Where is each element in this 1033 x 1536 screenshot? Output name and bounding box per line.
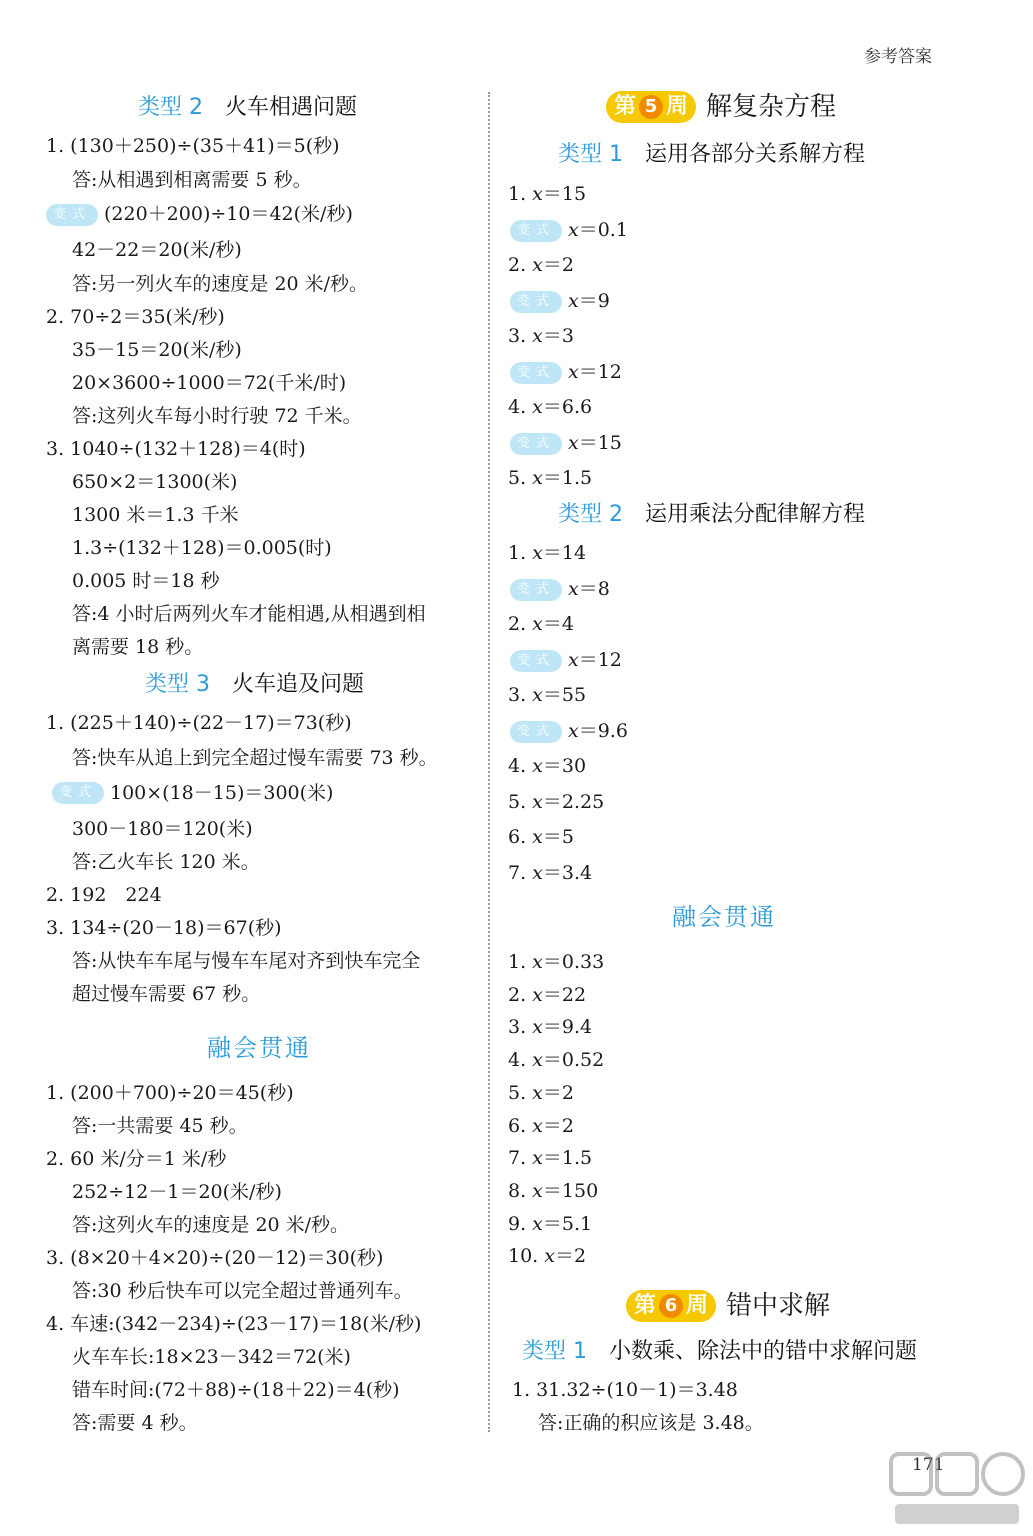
equation-answer [568, 429, 622, 457]
equation-answer [508, 788, 604, 816]
variable-x: x [532, 325, 543, 347]
type2-heading [138, 93, 357, 123]
column-divider [488, 92, 490, 1432]
variable-x: x [532, 613, 543, 635]
item-number: 7. [508, 861, 533, 884]
equation-answer [568, 287, 610, 315]
answer-value: ＝15 [542, 183, 587, 205]
answer-line: 2. 60 米/分＝1 米/秒 [46, 1148, 227, 1170]
variable-x: x [532, 826, 543, 848]
answer-line: 答:这列火车每小时行驶 72 千米。 [72, 405, 362, 427]
type-label: 类型 1 [522, 1339, 587, 1364]
type6-1-heading [522, 1337, 917, 1367]
week-title-text: 解复杂方程 [706, 92, 837, 122]
variable-x: x [532, 951, 543, 973]
type2-heading-right [558, 500, 865, 530]
item-number: 2. [508, 613, 533, 635]
item-number: 4. [508, 396, 533, 418]
variant-badge: 变式 [510, 721, 562, 743]
answer-value: ＝4 [542, 613, 574, 635]
item-number: 3. [508, 1016, 533, 1039]
variable-x: x [532, 1016, 543, 1039]
answer-line: 2. 192 224 [46, 884, 162, 906]
type-label: 类型 1 [558, 142, 623, 167]
answer-line: 35－15＝20(米/秒) [72, 339, 242, 361]
item-number: 6. [508, 1114, 533, 1137]
variant-badge: 变式 [510, 291, 562, 313]
answer-value: ＝5.1 [542, 1212, 593, 1235]
variable-x: x [532, 183, 543, 205]
answer-value: ＝1.5 [542, 467, 593, 489]
variable-x: x [532, 254, 543, 276]
answer-line: 1. (225＋140)÷(22－17)＝73(秒) [46, 712, 352, 734]
variable-x: x [532, 1179, 543, 1202]
week6-title [626, 1289, 830, 1323]
variable-x: x [532, 396, 543, 418]
equation-answer [508, 610, 574, 638]
equation-answer [508, 1046, 604, 1074]
answer-line: 离需要 18 秒。 [72, 636, 204, 658]
week-title-text: 错中求解 [726, 1291, 831, 1321]
variable-x: x [532, 1114, 543, 1137]
equation-answer [508, 1177, 598, 1205]
type-title: 小数乘、除法中的错中求解问题 [609, 1339, 918, 1364]
answer-value: ＝14 [542, 542, 587, 564]
answer-line: 2. 70÷2＝35(米/秒) [46, 306, 225, 328]
equation-answer [508, 1112, 574, 1140]
item-number: 4. [508, 755, 533, 777]
answer-value: ＝2.25 [542, 790, 605, 813]
equation-answer [508, 1210, 592, 1238]
week-badge-zhou: 周 [686, 1293, 709, 1318]
answer-value: ＝12 [578, 360, 622, 383]
variable-x: x [532, 1147, 543, 1170]
type-title: 火车相遇问题 [225, 95, 358, 120]
variable-x: x [532, 861, 543, 884]
answer-line: 答:从快车车尾与慢车车尾对齐到快车完全 [72, 950, 421, 972]
answer-value: ＝9 [578, 289, 610, 312]
type3-heading [145, 670, 364, 700]
answer-line: 答:正确的积应该是 3.48。 [538, 1412, 764, 1434]
answer-value: ＝2 [554, 1245, 587, 1268]
type-title: 运用各部分关系解方程 [645, 142, 866, 167]
answer-value: ＝0.33 [542, 951, 605, 973]
answer-value: ＝8 [578, 577, 610, 600]
item-number: 9. [508, 1212, 533, 1235]
equation-answer [568, 646, 622, 674]
answer-line: 火车车长:18×23－342＝72(米) [72, 1346, 351, 1368]
variable-x: x [532, 684, 543, 706]
answer-line: 错车时间:(72＋88)÷(18＋22)＝4(秒) [72, 1379, 400, 1401]
answer-line: (220＋200)÷10＝42(米/秒) [104, 203, 353, 225]
item-number: 1. [508, 951, 533, 973]
answer-value: ＝2 [542, 1081, 574, 1104]
answer-line: 1. (130＋250)÷(35＋41)＝5(秒) [46, 135, 340, 157]
type-label: 类型 2 [558, 502, 623, 527]
item-number: 1. [508, 542, 533, 564]
header-tag: 参考答案 [864, 47, 932, 67]
answer-value: ＝2 [542, 254, 574, 276]
variant-badge: 变式 [46, 204, 98, 226]
answer-value: ＝5 [542, 826, 574, 848]
equation-answer [508, 981, 586, 1009]
type1-heading [558, 140, 865, 170]
variable-x: x [568, 289, 579, 312]
answer-line: 3. 1040÷(132＋128)＝4(时) [46, 438, 306, 460]
item-number: 3. [508, 325, 533, 347]
variable-x: x [568, 360, 579, 383]
equation-answer [508, 1013, 592, 1041]
item-number: 5. [508, 1081, 533, 1104]
variable-x: x [568, 648, 579, 671]
variable-x: x [544, 1245, 555, 1268]
answer-value: ＝9.4 [542, 1016, 593, 1039]
variable-x: x [532, 1081, 543, 1104]
answer-line: 650×2＝1300(米) [72, 471, 238, 493]
answer-value: ＝150 [542, 1179, 599, 1202]
answer-line: 答:一共需要 45 秒。 [72, 1115, 248, 1137]
variable-x: x [532, 1212, 543, 1235]
answer-line: 答:另一列火车的速度是 20 米/秒。 [72, 273, 369, 295]
equation-answer [508, 823, 574, 851]
answer-value: ＝3 [542, 325, 574, 347]
type-label: 类型 3 [145, 672, 210, 697]
answer-line: 1.3÷(132＋128)＝0.005(时) [72, 537, 332, 559]
equation-answer [508, 180, 586, 208]
answer-line: 答:30 秒后快车可以完全超过普通列车。 [72, 1280, 413, 1302]
variable-x: x [532, 755, 543, 777]
answer-line: 300－180＝120(米) [72, 818, 253, 840]
week5-title [606, 90, 836, 124]
answer-line: 1. (200＋700)÷20＝45(秒) [46, 1082, 294, 1104]
equation-answer [508, 681, 586, 709]
answer-line: 100×(18－15)＝300(米) [110, 782, 334, 804]
equation-answer [508, 948, 604, 976]
answer-value: ＝6.6 [542, 396, 593, 418]
answer-line: 1300 米＝1.3 千米 [72, 504, 239, 526]
week-badge-zhou: 周 [666, 94, 689, 119]
answer-value: ＝2 [542, 1114, 574, 1137]
answer-line: 0.005 时＝18 秒 [72, 570, 220, 592]
equation-answer [508, 752, 586, 780]
answer-value: ＝15 [578, 431, 622, 454]
equation-answer [508, 1079, 574, 1107]
week-number: 6 [659, 1294, 683, 1318]
item-number: 2. [508, 983, 533, 1006]
answer-value: ＝55 [542, 684, 587, 706]
answer-line: 1. 31.32÷(10－1)＝3.48 [512, 1379, 738, 1401]
week-number: 5 [639, 95, 663, 119]
equation-answer [508, 322, 574, 350]
equation-answer [508, 539, 586, 567]
answer-value: ＝1.5 [542, 1147, 593, 1170]
equation-answer [568, 717, 628, 745]
answer-line: 答:这列火车的速度是 20 米/秒。 [72, 1214, 350, 1236]
type-label: 类型 2 [138, 95, 203, 120]
item-number: 10. [508, 1245, 545, 1268]
answer-line: 3. (8×20＋4×20)÷(20－12)＝30(秒) [46, 1247, 384, 1269]
answer-line: 超过慢车需要 67 秒。 [72, 983, 261, 1005]
answer-value: ＝3.4 [542, 861, 593, 884]
variant-badge: 变式 [510, 433, 562, 455]
variable-x: x [568, 719, 579, 742]
equation-answer [568, 575, 610, 603]
variable-x: x [568, 218, 579, 241]
variable-x: x [532, 790, 543, 813]
answer-line: 4. 车速:(342－234)÷(23－17)＝18(米/秒) [46, 1313, 422, 1335]
type-title: 火车追及问题 [232, 672, 365, 697]
answer-value: ＝12 [578, 648, 622, 671]
variant-badge: 变式 [52, 782, 104, 804]
variable-x: x [568, 431, 579, 454]
item-number: 4. [508, 1049, 533, 1072]
variant-badge: 变式 [510, 220, 562, 242]
week-badge [626, 1290, 716, 1322]
answer-value: ＝9.6 [578, 719, 628, 742]
variant-badge: 变式 [510, 362, 562, 384]
variable-x: x [532, 542, 543, 564]
item-number: 5. [508, 790, 533, 813]
equation-answer [568, 216, 628, 244]
item-number: 2. [508, 254, 533, 276]
week-badge [606, 91, 696, 123]
answer-line: 252÷12－1＝20(米/秒) [72, 1181, 282, 1203]
item-number: 6. [508, 826, 533, 848]
equation-answer [508, 464, 592, 492]
page-number: 171 [912, 1455, 945, 1475]
item-number: 3. [508, 684, 533, 706]
answer-value: ＝30 [542, 755, 587, 777]
answer-line: 3. 134÷(20－18)＝67(秒) [46, 917, 282, 939]
type-title: 运用乘法分配律解方程 [645, 502, 866, 527]
week-badge-di: 第 [634, 1293, 657, 1318]
item-number: 8. [508, 1179, 533, 1202]
variable-x: x [532, 1049, 543, 1072]
answer-line: 答:乙火车长 120 米。 [72, 851, 260, 873]
equation-answer [508, 859, 592, 887]
item-number: 1. [508, 183, 533, 205]
item-number: 5. [508, 467, 533, 489]
equation-answer [508, 393, 592, 421]
variable-x: x [532, 983, 543, 1006]
section-heading: 融会贯通 [672, 903, 776, 931]
answer-line: 答:需要 4 秒。 [72, 1412, 198, 1434]
equation-answer [508, 1144, 592, 1172]
variant-badge: 变式 [510, 579, 562, 601]
equation-answer [508, 251, 574, 279]
variable-x: x [568, 577, 579, 600]
answer-line: 答:从相遇到相离需要 5 秒。 [72, 169, 312, 191]
answer-line: 20×3600÷1000＝72(千米/时) [72, 372, 347, 394]
item-number: 7. [508, 1147, 533, 1170]
equation-answer [508, 1242, 586, 1270]
watermark-logo [887, 1450, 1027, 1530]
answer-value: ＝22 [542, 983, 587, 1006]
variant-badge: 变式 [510, 650, 562, 672]
week-badge-di: 第 [614, 94, 637, 119]
answer-line: 42－22＝20(米/秒) [72, 239, 242, 261]
answer-line: 答:4 小时后两列火车才能相遇,从相遇到相 [72, 603, 426, 625]
answer-value: ＝0.1 [578, 218, 628, 241]
variable-x: x [532, 467, 543, 489]
answer-value: ＝0.52 [542, 1049, 605, 1072]
answer-line: 答:快车从追上到完全超过慢车需要 73 秒。 [72, 747, 438, 769]
equation-answer [568, 358, 622, 386]
section-heading: 融会贯通 [207, 1034, 311, 1062]
